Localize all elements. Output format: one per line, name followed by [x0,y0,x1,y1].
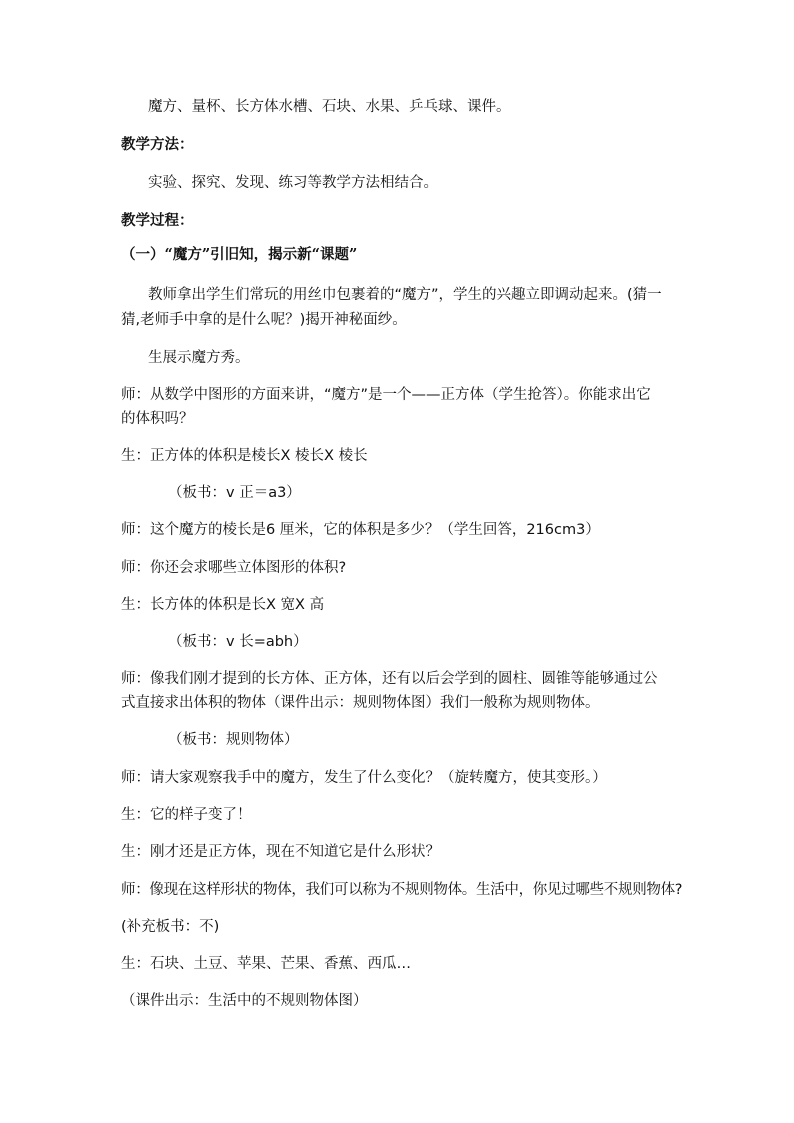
paragraph-line: 生展示魔方秀。 [148,350,250,366]
paragraph-line: 教师拿出学生们常玩的用丝巾包裹着的“魔方”，学生的兴趣立即调动起来。(猜一 [148,287,662,303]
paragraph-line: 猜,老师手中拿的是什么呢？)揭开神秘面纱。 [121,312,407,328]
board-note: （板书：规则物体） [168,732,299,748]
teacher-line: 式直接求出体积的物体（课件出示：规则物体图）我们一般称为规则物体。 [121,695,600,711]
section-title: （一）“魔方”引旧知，揭示新“课题” [121,246,358,263]
courseware-note: （课件出示：生活中的不规则物体图） [121,993,368,1009]
materials-text: 魔方、量杯、长方体水槽、石块、水果、乒乓球、课件。 [148,99,511,115]
board-note: （板书：v 长=abh） [168,634,308,650]
teacher-line: 的体积吗？ [121,411,194,427]
teacher-line: 师：从数学中图形的方面来讲，“魔方”是一个——正方体（学生抢答）。你能求出它 [121,387,651,403]
student-line: 生：正方体的体积是棱长X 棱长X 棱长 [121,448,368,464]
process-heading: 教学过程： [121,213,194,229]
student-line: 生：石块、土豆、苹果、芒果、香蕉、西瓜… [121,956,411,972]
board-note: （板书：v 正＝a3） [168,485,301,501]
teacher-line: 师：像现在这样形状的物体，我们可以称为不规则物体。生活中，你见过哪些不规则物体? [121,882,683,898]
student-line: 生：它的样子变了！ [121,807,252,823]
teacher-line: 师：请大家观察我手中的魔方，发生了什么变化？（旋转魔方，使其变形。） [121,770,607,786]
teacher-line: 师：像我们刚才提到的长方体、正方体，还有以后会学到的圆柱、圆锥等能够通过公 [121,671,658,687]
board-note: (补充板书：不) [121,919,220,935]
teacher-line: 师：这个魔方的棱长是6 厘米，它的体积是多少？（学生回答，216cm3） [121,522,600,538]
student-line: 生：刚才还是正方体，现在不知道它是什么形状？ [121,844,440,860]
method-text: 实验、探究、发现、练习等教学方法相结合。 [148,175,438,191]
student-line: 生：长方体的体积是长X 宽X 高 [121,597,325,613]
teacher-line: 师：你还会求哪些立体图形的体积? [121,560,347,576]
method-heading: 教学方法： [121,137,194,153]
